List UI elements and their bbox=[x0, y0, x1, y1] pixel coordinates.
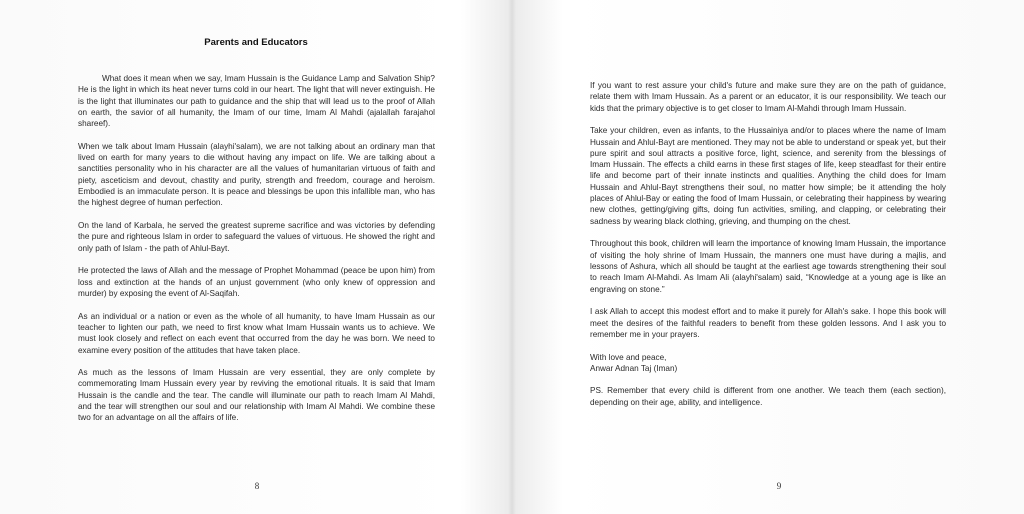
right-page-body bbox=[590, 80, 946, 419]
paragraph: When we talk about Imam Hussain (alayhi'salam), we are not talking about an ordinary man that lived on earth for many years to die without having any impact on life. We are talking about a sanctities personality who in his character are all the values of humanitarian virtuous of faith and piety, asceticism and devout, chastity and purity, strength and freedom, courage and heroism. Embodied is an immaculate person. It is peace and blessings be upon this infallible man, who has the highest degree of human perfection. bbox=[78, 141, 435, 208]
page-title: Parents and Educators bbox=[204, 37, 308, 48]
left-page-body bbox=[78, 73, 435, 435]
postscript: PS. Remember that every child is different from one another. We teach them (each section), depending on their age, ability, and intelligence. bbox=[590, 386, 946, 407]
paragraph: I ask Allah to accept this modest effort and to make it purely for Allah's sake. I hope this book will meet the desires of the faithful readers to benefit from these golden lessons. And I ask you to remember me in your prayers. bbox=[590, 307, 946, 339]
paragraph: Take your children, even as infants, to the Hussainiya and/or to places where the name of Imam Hussain and Ahlul-Bayt are mentioned. They may not be able to understand or speak yet, but their pure spirit and soul attracts a positive force, light, science, and serenity from the blessings of Imam Hussain. The effects a child earns in these first stages of life, keep steadfast for their entire life and become part of their innate instincts and qualities. Anything the child does for Imam Hussain and Ahlul-Bayt strengthens their soul, no matter how simple; be it attending the holy places of Ahlul-Bay or eating the food of Imam Hussain, or celebrating their happiness by wearing new clothes, getting/giving gifts, doing fun activities, smiling, and clapping, or celebrating their sadness by wearing black clothing, grieving, and thumping on the chest. bbox=[590, 126, 946, 226]
paragraph: What does it mean when we say, Imam Hussain is the Guidance Lamp and Salvation Ship? He is the light in which its heat never turns cold in our heart. The light that will never extinguish. He is the light that illuminates our path to guidance and the ship that will lead us to the proof of Allah on earth, the savior of all humanity, the Imam of our time, Imam Al Mahdi (ajalallah farajahol shareef). bbox=[78, 74, 435, 129]
paragraph: Throughout this book, children will learn the importance of knowing Imam Hussain, the importance of visiting the holy shrine of Imam Hussain, the manners one must have during a majlis, and lessons of Ashura, which all should be taught at the earliest age towards strengthening their soul to reach Imam Al-Mahdi. As Imam Ali (alayhi'salam) said, “Knowledge at a young age is like an engraving on stone.” bbox=[590, 239, 946, 294]
page-number: 8 bbox=[254, 481, 260, 491]
author-signature: Anwar Adnan Taj (Iman) bbox=[590, 363, 678, 373]
paragraph: As much as the lessons of Imam Hussain are very essential, they are only complete by commemorating Imam Hussain every year by reviving the emotional rituals. It is said that Imam Hussain is the candle and the tear. The candle will illuminate our path to reach Imam Al Mahdi, and the tear will strengthen our soul and our relationship with Imam Al Mahdi. We combine these two for an advantage on all the affairs of life. bbox=[78, 368, 435, 423]
paragraph: As an individual or a nation or even as the whole of all humanity, to have Imam Hussain as our teacher to lighten our path, we need to first know what Imam Hussain wants us to achieve. We must look closely and reflect on each event that occurred from the day he was born. We need to examine every position of the attitudes that have taken place. bbox=[78, 311, 435, 355]
page-number: 9 bbox=[776, 481, 782, 491]
paragraph: On the land of Karbala, he served the greatest supreme sacrifice and was victories by defending the pure and righteous Islam in order to safeguard the values of virtuous. He showed the right and only path of Islam - the path of Ahlul-Bayt. bbox=[78, 221, 435, 253]
closing-line: With love and peace, bbox=[590, 352, 667, 362]
right-page bbox=[512, 0, 1024, 514]
paragraph: If you want to rest assure your child's future and make sure they are on the path of guidance, relate them with Imam Hussain. As a parent or an educator, it is our responsibility. We teach our kids that the primary objective is to get closer to Imam Al-Mahdi through Imam Hussain. bbox=[590, 81, 946, 113]
paragraph: He protected the laws of Allah and the message of Prophet Mohammad (peace be upon him) from loss and extinction at the hands of an unjust government (who only knew of oppression and murder) by exposing the event of Al-Saqifah. bbox=[78, 266, 435, 298]
